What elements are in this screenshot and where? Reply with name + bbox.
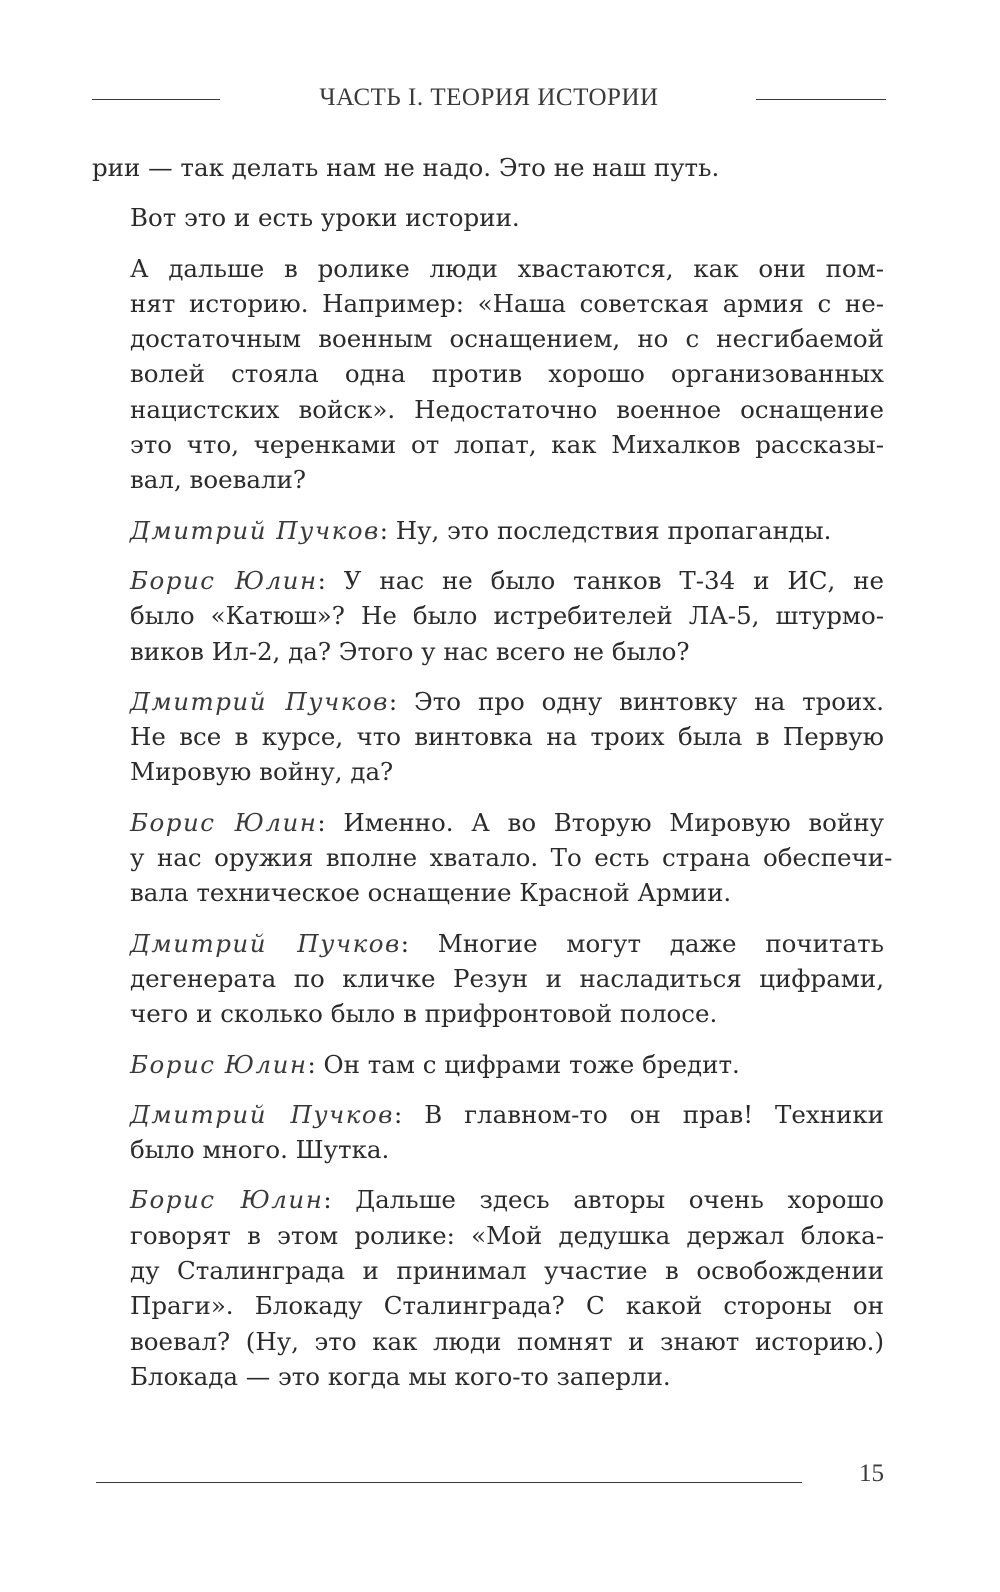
- line-text: Праги». Блокаду Сталинграда? С какой стороны он: [130, 1291, 884, 1321]
- text-line: [92, 1218, 884, 1253]
- header-rule-right: [756, 99, 886, 100]
- line-text: волей стояла одна против хорошо организованных: [130, 359, 884, 389]
- text-line: [92, 427, 884, 462]
- text-line: [92, 321, 884, 356]
- line-text: : Дальше здесь авторы очень хорошо: [323, 1185, 884, 1215]
- line-text: : Именно. А во Вторую Мировую войну: [317, 807, 884, 837]
- line-text: было много. Шутка.: [130, 1135, 390, 1165]
- paragraph: [92, 513, 884, 548]
- paragraph: [92, 1097, 884, 1168]
- line-text: ду Сталинграда и принимал участие в освобождении: [130, 1256, 884, 1286]
- page-footer: [96, 1460, 886, 1500]
- line-text: : В главном-то он прав! Техники: [393, 1099, 885, 1129]
- line-text: : Он там с цифрами тоже бредит.: [307, 1049, 740, 1079]
- line-text: рии — так делать нам не надо. Это не наш путь.: [92, 153, 720, 182]
- line-text: нацистских войск». Недостаточно военное оснащение: [130, 394, 884, 424]
- speaker-name: Борис Юлин: [130, 565, 318, 595]
- paragraph: [92, 563, 884, 669]
- speaker-name: Борис Юлин: [130, 1049, 308, 1079]
- running-title: ЧАСТЬ I. ТЕОРИЯ ИСТОРИИ: [319, 84, 659, 111]
- line-text: это что, черенками от лопат, как Михалков рассказы-: [130, 430, 884, 460]
- text-line: [92, 996, 884, 1031]
- text-line: [92, 840, 893, 875]
- text-line: [92, 875, 884, 910]
- line-text: : Ну, это последствия пропаганды.: [379, 515, 832, 545]
- text-line: [92, 1132, 884, 1167]
- text-line: [92, 356, 884, 391]
- text-line: [92, 805, 884, 840]
- paragraph: [92, 926, 884, 1032]
- paragraph: [92, 150, 884, 185]
- text-line: [92, 754, 884, 789]
- line-text: Мировую войну, да?: [130, 757, 394, 787]
- text-line: [92, 684, 884, 719]
- body-text: [92, 150, 893, 1409]
- text-line: [92, 1288, 884, 1323]
- footer-rule: [96, 1482, 802, 1483]
- line-text: вала техническое оснащение Красной Армии.: [130, 878, 732, 908]
- line-text: : Это про одну винтовку на троих.: [388, 686, 884, 716]
- text-line: [92, 598, 884, 633]
- line-text: чего и сколько было в прифронтовой полосе.: [130, 999, 718, 1029]
- text-line: [92, 1047, 884, 1082]
- text-line: [92, 1182, 884, 1217]
- text-line: [92, 1359, 884, 1394]
- speaker-name: Борис Юлин: [130, 807, 318, 837]
- line-text: воевал? (Ну, это как люди помнят и знают историю.): [130, 1326, 884, 1356]
- text-line: [92, 150, 884, 185]
- page-number: 15: [859, 1460, 884, 1487]
- line-text: вал, воевали?: [130, 465, 307, 495]
- speaker-name: Дмитрий Пучков: [130, 515, 380, 545]
- line-text: у нас оружия вполне хватало. То есть страна обеспечи-: [130, 843, 893, 873]
- running-header: [92, 80, 886, 120]
- text-line: [92, 286, 884, 321]
- paragraph: [92, 684, 884, 790]
- paragraph: [92, 251, 884, 498]
- text-line: [92, 200, 884, 235]
- line-text: говорят в этом ролике: «Мой дедушка держал блока-: [130, 1220, 884, 1250]
- text-line: [92, 1097, 884, 1132]
- text-line: [92, 251, 884, 286]
- line-text: А дальше в ролике люди хвастаются, как они пом-: [130, 253, 884, 283]
- text-line: [92, 961, 884, 996]
- text-line: [92, 719, 884, 754]
- line-text: Блокада — это когда мы кого-то заперли.: [130, 1361, 671, 1391]
- text-line: [92, 392, 884, 427]
- text-line: [92, 634, 884, 669]
- text-line: [92, 513, 884, 548]
- speaker-name: Дмитрий Пучков: [130, 928, 401, 958]
- text-line: [92, 926, 884, 961]
- line-text: виков Ил-2, да? Этого у нас всего не было?: [130, 636, 690, 666]
- speaker-name: Дмитрий Пучков: [130, 1099, 394, 1129]
- paragraph: [92, 1047, 884, 1082]
- text-line: [92, 1324, 884, 1359]
- speaker-name: Дмитрий Пучков: [130, 686, 389, 716]
- line-text: : Многие могут даже почитать: [400, 928, 884, 958]
- paragraph: [92, 805, 893, 911]
- text-line: [92, 563, 884, 598]
- line-text: : У нас не было танков Т-34 и ИС, не: [317, 565, 884, 595]
- line-text: нят историю. Например: «Наша советская армия с не-: [130, 288, 884, 318]
- paragraph: [92, 1182, 884, 1394]
- line-text: дегенерата по кличке Резун и насладиться цифрами,: [130, 963, 884, 993]
- line-text: Вот это и есть уроки истории.: [130, 203, 520, 233]
- text-line: [92, 1253, 884, 1288]
- line-text: достаточным военным оснащением, но с несгибаемой: [130, 324, 884, 354]
- speaker-name: Борис Юлин: [130, 1185, 324, 1215]
- paragraph: [92, 200, 884, 235]
- line-text: было «Катюш»? Не было истребителей ЛА-5, штурмо-: [130, 601, 884, 631]
- line-text: Не все в курсе, что винтовка на троих была в Первую: [130, 722, 884, 752]
- text-line: [92, 462, 884, 497]
